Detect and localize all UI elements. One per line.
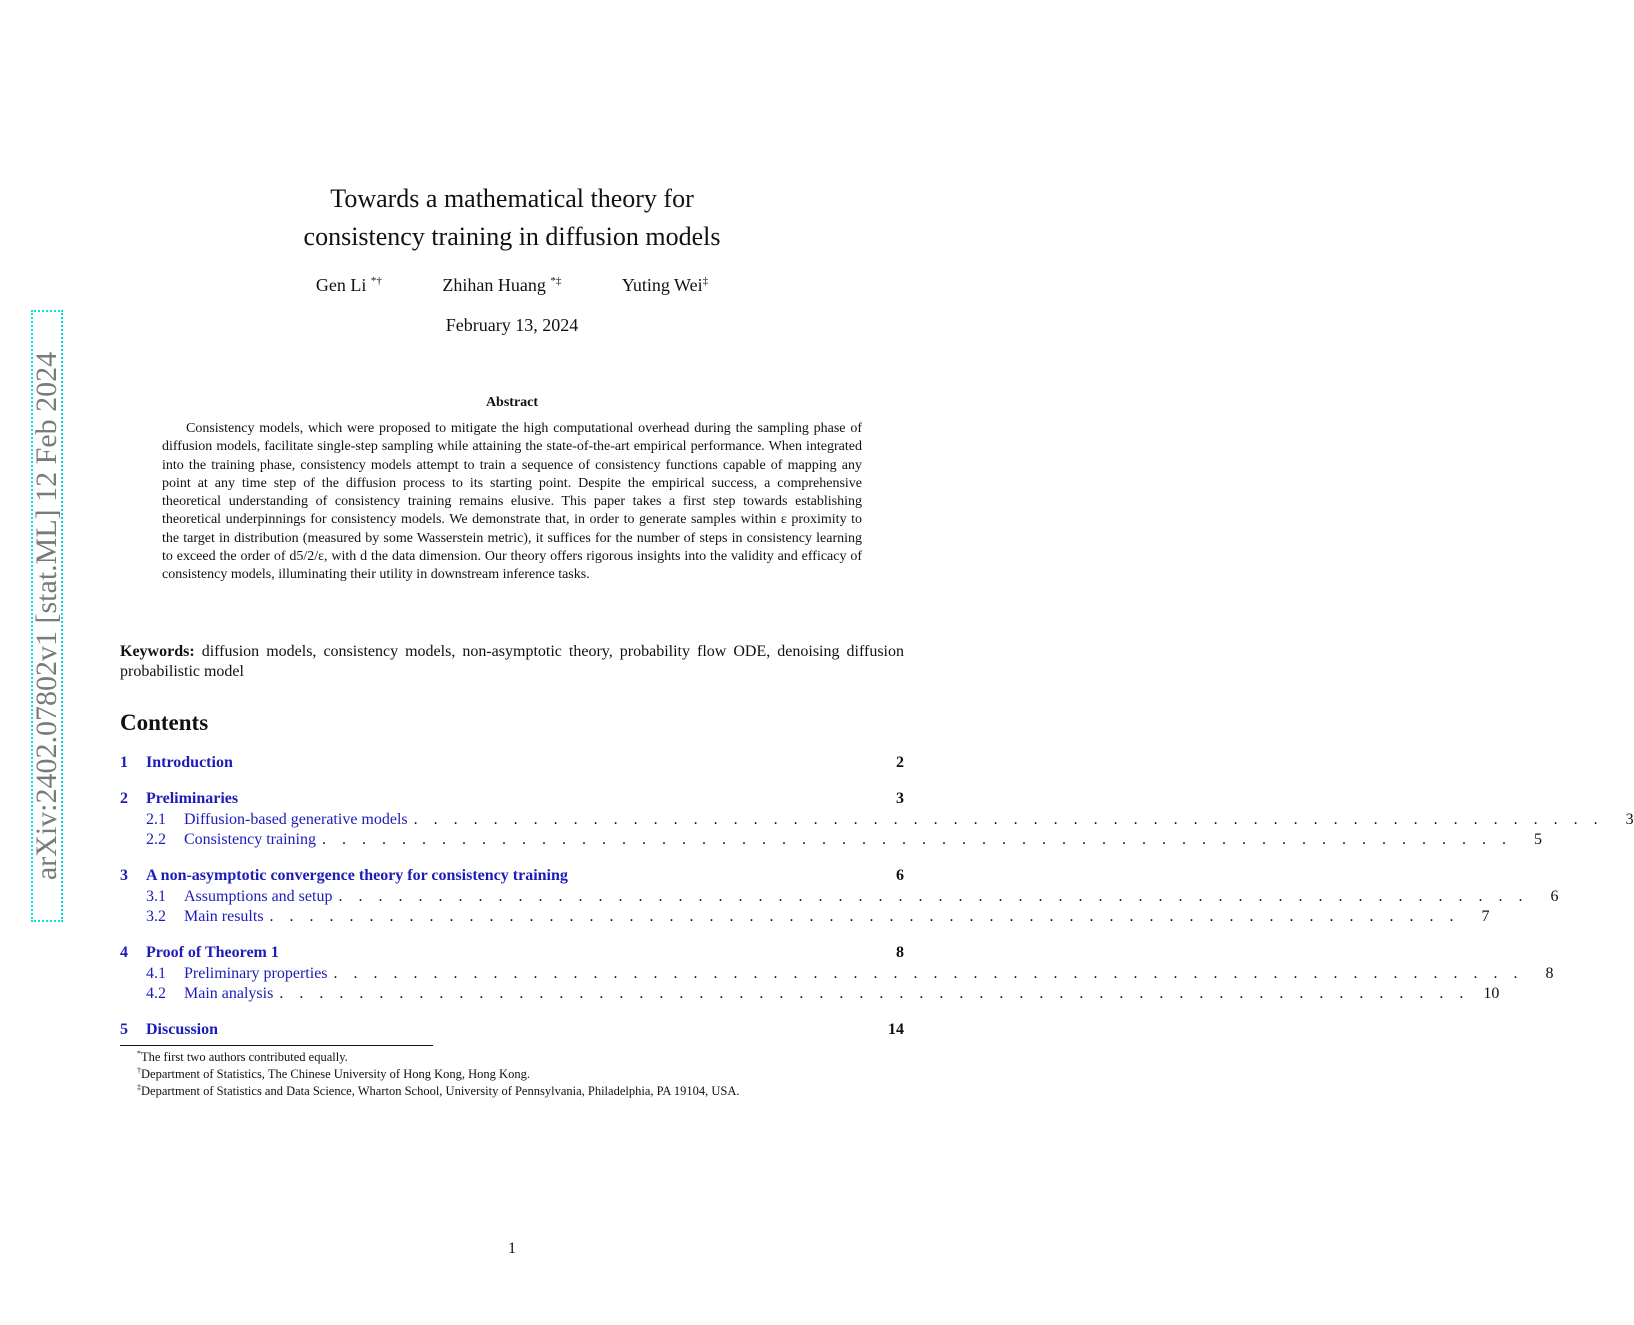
- author-list: [0, 275, 1024, 296]
- keywords: [120, 642, 904, 682]
- title-line-2: consistency training in diffusion models: [303, 222, 721, 251]
- toc-subsection-3-2[interactable]: 3.2 Main results . . . . . . . . . . . . . . . . . . . . . . . . . . . . . . . . . . . . . . . . . . . . . . . . . . . . . . . . . . . . 7: [146, 908, 1490, 925]
- author: Gen Li *†: [315, 275, 382, 295]
- author: Yuting Wei‡: [621, 275, 709, 295]
- author: Zhihan Huang *‡: [442, 275, 562, 295]
- contents-heading: Contents: [120, 710, 209, 735]
- arxiv-identifier[interactable]: arXiv:2402.07802v1 [stat.ML] 12 Feb 2024: [30, 351, 63, 881]
- footnote: *The first two authors contributed equally.: [137, 1049, 348, 1065]
- toc-subsection-4-2[interactable]: 4.2 Main analysis . . . . . . . . . . . . . . . . . . . . . . . . . . . . . . . . . . . . . . . . . . . . . . . . . . . . . . . . . . . . 10: [146, 985, 1500, 1002]
- footnote: †Department of Statistics, The Chinese University of Hong Kong, Hong Kong.: [137, 1066, 530, 1082]
- toc-section-2[interactable]: 2 Preliminaries 3: [120, 790, 904, 807]
- toc-section-3[interactable]: 3 A non-asymptotic convergence theory for consistency training 6: [120, 867, 904, 884]
- abstract-text: Consistency models, which were proposed to mitigate the high computational overhead during the sampling phase of diffusion models, facilitate single-step sampling while attaining the state-of-the-art empirical performance. When integrated into the training phase, consistency models attempt to train a sequence of consistency functions capable of mapping any point at any time step of the diffusion process to its starting point. Despite the empirical success, a comprehensive theoretical understanding of consistency training remains elusive. This paper takes a first step towards establishing theoretical underpinnings for consistency models. We demonstrate that, in order to generate samples within ε proximity to the target in distribution (measured by some Wasserstein metric), it suffices for the number of steps in consistency learning to exceed the order of d5/2/ε, with d the data dimension. Our theory offers rigorous insights into the validity and efficacy of consistency models, illuminating their utility in downstream inference tasks.: [162, 421, 862, 583]
- paper-title: [0, 180, 1024, 256]
- toc-subsection-2-1[interactable]: 2.1 Diffusion-based generative models . . . . . . . . . . . . . . . . . . . . . . . . . . . . . . . . . . . . . . . . . . . . . . . . . . . . . . . . . . . . 3: [146, 811, 1634, 828]
- keywords-label: Keywords:: [120, 643, 195, 660]
- toc-section-5[interactable]: 5 Discussion 14: [120, 1021, 904, 1038]
- toc-subsection-2-2[interactable]: 2.2 Consistency training . . . . . . . . . . . . . . . . . . . . . . . . . . . . . . . . . . . . . . . . . . . . . . . . . . . . . . . . . . . . 5: [146, 831, 1542, 848]
- page-number: 1: [508, 1240, 516, 1257]
- toc-subsection-4-1[interactable]: 4.1 Preliminary properties . . . . . . . . . . . . . . . . . . . . . . . . . . . . . . . . . . . . . . . . . . . . . . . . . . . . . . . . . . . . 8: [146, 965, 1554, 982]
- toc-subsection-3-1[interactable]: 3.1 Assumptions and setup . . . . . . . . . . . . . . . . . . . . . . . . . . . . . . . . . . . . . . . . . . . . . . . . . . . . . . . . . . . . 6: [146, 888, 1559, 905]
- toc-section-1[interactable]: 1 Introduction 2: [120, 754, 904, 771]
- keywords-text: diffusion models, consistency models, non-asymptotic theory, probability flow ODE, denoising diffusion probabilistic model: [120, 643, 904, 680]
- publication-date: February 13, 2024: [445, 315, 579, 335]
- footnote: ‡Department of Statistics and Data Science, Wharton School, University of Pennsylvania, Philadelphia, PA 19104, USA.: [137, 1083, 740, 1099]
- toc-section-4[interactable]: 4 Proof of Theorem 1 8: [120, 944, 904, 961]
- abstract-heading: Abstract: [485, 395, 539, 410]
- footnote-rule: [120, 1045, 433, 1046]
- title-line-1: Towards a mathematical theory for: [330, 184, 694, 213]
